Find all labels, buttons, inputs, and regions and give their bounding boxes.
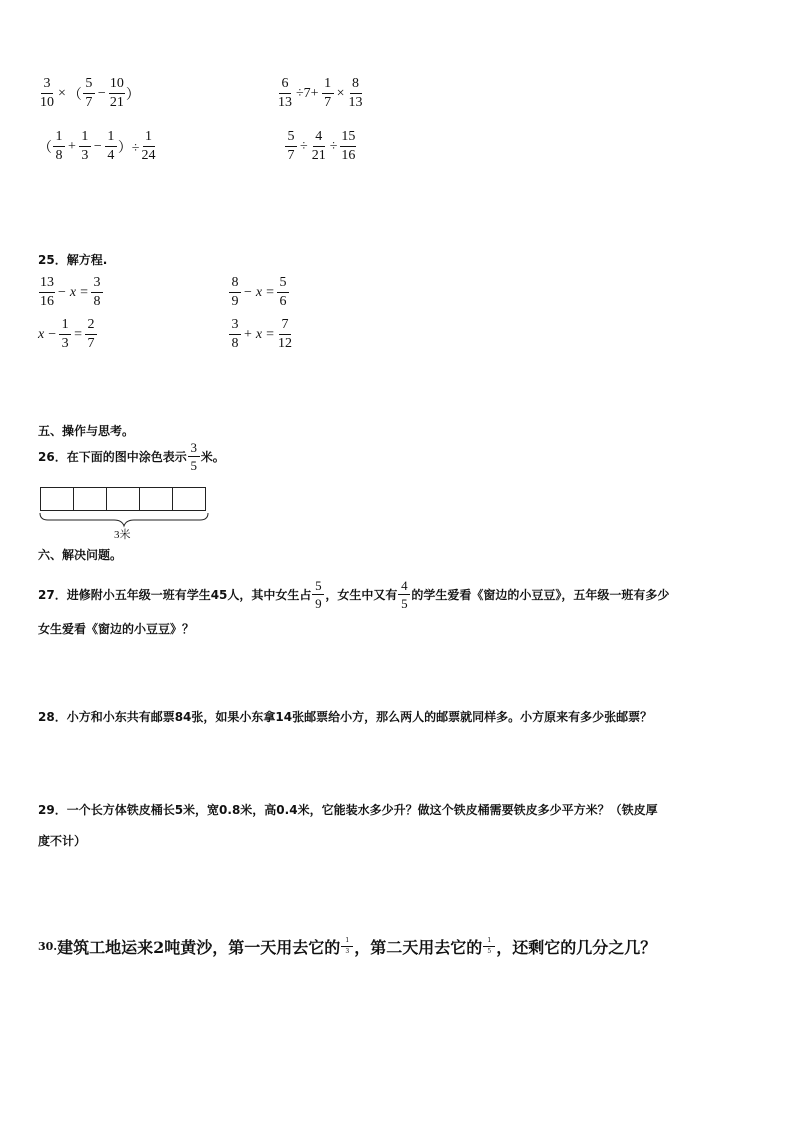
bar-length-label: 3米 (114, 529, 131, 541)
fraction: $\frac{1}{3}$ (341, 938, 353, 955)
fraction: $\frac{5}{9}$ (312, 579, 324, 610)
fraction: $\frac{5}{6}$ (277, 276, 289, 309)
bar-cell[interactable] (74, 488, 107, 510)
fraction: $\frac{5}{7}$ (83, 77, 95, 110)
fraction: $\frac{2}{7}$ (85, 318, 97, 351)
calc-row2-left: （ $\frac{1}{8}$ + $\frac{1}{3}$ − $\frac{1}{4}$ ）÷ $\frac{1}{24}$ (38, 129, 156, 163)
equation-4: $\frac{3}{8}$ + x = $\frac{7}{12}$ (228, 318, 294, 351)
question-28: 28．小方和小东共有邮票84张，如果小东拿14张邮票给小方，那么两人的邮票就同样多。小方原来有多少张邮票？ (38, 710, 653, 724)
section-6-heading: 六、解决问题。 (38, 548, 123, 562)
fraction: $\frac{10}{21}$ (109, 76, 124, 110)
fraction: $\frac{1}{24}$ (141, 129, 156, 163)
fraction: $\frac{3}{8}$ (91, 276, 103, 309)
calc-row2-right: $\frac{5}{7}$ ÷ $\frac{4}{21}$ ÷ $\frac{15}{16}$ (284, 130, 357, 163)
question-29-line2: 度不计） (38, 834, 87, 848)
fraction: $\frac{15}{16}$ (341, 129, 356, 163)
question-27-line2: 女生爱看《窗边的小豆豆》？ (38, 622, 195, 636)
fraction: $\frac{7}{12}$ (278, 317, 293, 351)
fraction: $\frac{1}{3}$ (59, 318, 71, 351)
fraction: $\frac{6}{13}$ (278, 76, 292, 110)
fraction: $\frac{1}{7}$ (322, 77, 334, 110)
fraction: $\frac{1}{4}$ (105, 130, 117, 163)
fraction: $\frac{3}{10}$ (40, 76, 54, 110)
fraction: $\frac{3}{5}$ (188, 441, 200, 472)
segment-bar (40, 487, 206, 511)
calc-row1-left: $\frac{3}{10}$ × （ $\frac{5}{7}$ − $\frac{10}{21}$ ） (40, 76, 140, 110)
bar-cell[interactable] (140, 488, 173, 510)
fraction: $\frac{8}{13}$ (348, 76, 363, 110)
bar-cell[interactable] (41, 488, 74, 510)
equation-3: x − $\frac{1}{3}$ = $\frac{2}{7}$ (38, 318, 98, 351)
fraction: $\frac{13}{16}$ (40, 275, 54, 309)
bar-cell[interactable] (107, 488, 140, 510)
section-5-heading: 五、操作与思考。 (38, 424, 135, 438)
bar-cell[interactable] (173, 488, 205, 510)
question-29-line1: 29．一个长方体铁皮桶长5米，宽0.8米，高0.4米，它能装水多少升？做这个铁皮桶需要铁皮多少平方米？（铁皮厚 (38, 803, 658, 817)
equation-2: $\frac{8}{9}$ − x = $\frac{5}{6}$ (228, 276, 290, 309)
fraction: $\frac{1}{5}$ (483, 938, 495, 955)
question-25-title: 25．解方程. (38, 253, 108, 267)
calc-row1-right: $\frac{6}{13}$ ÷7+ $\frac{1}{7}$ × $\frac{8}{13}$ (278, 76, 363, 110)
fraction: $\frac{4}{21}$ (311, 129, 326, 163)
fraction: $\frac{1}{8}$ (53, 130, 65, 163)
question-27-line1: 27．进修附小五年级一班有学生45人，其中女生占 $\frac{5}{9}$ ，女生中又有 $\frac{4}{5}$ 的学生爱看《窗边的小豆豆》，五年级一班有多少 (38, 578, 670, 611)
question-30: 30. 建筑工地运来2吨黄沙，第一天用去它的 $\frac{1}{3}$ ，第二天用去它的 $\frac{1}{5}$ ，还剩它的几分之几？ (38, 937, 657, 957)
fraction: $\frac{5}{7}$ (285, 130, 297, 163)
question-26: 26．在下面的图中涂色表示 $\frac{3}{5}$ 米。 (38, 440, 225, 473)
equation-1: $\frac{13}{16}$ − x = $\frac{3}{8}$ (38, 276, 104, 309)
fraction: $\frac{3}{8}$ (229, 318, 241, 351)
fraction: $\frac{8}{9}$ (229, 276, 241, 309)
fraction: $\frac{1}{3}$ (79, 130, 91, 163)
fraction: $\frac{4}{5}$ (398, 579, 410, 610)
